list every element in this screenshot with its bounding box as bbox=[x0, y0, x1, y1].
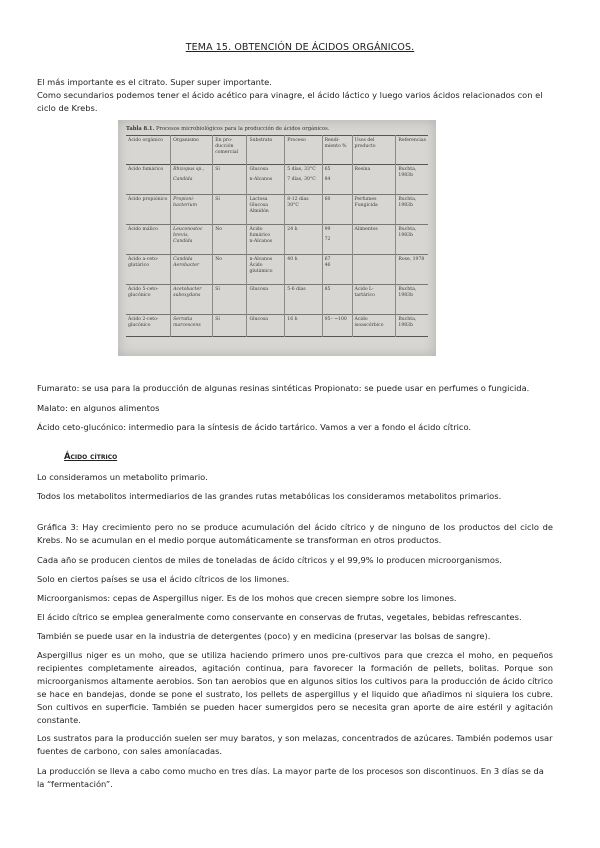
organic-acids-table bbox=[126, 135, 428, 337]
cell-substrate-1: Lactosa bbox=[249, 197, 268, 202]
table-caption bbox=[126, 126, 329, 132]
cell-substrate bbox=[247, 225, 285, 255]
section-heading: Ácido cítrico bbox=[64, 451, 118, 461]
cell-acid: Ácido fumárico bbox=[128, 167, 164, 172]
cell-uses: Ácido isoascórbico bbox=[352, 315, 396, 337]
header-substrate: Substrato bbox=[247, 136, 285, 165]
cell-organism bbox=[171, 285, 213, 315]
cell-reference: Buchta, 1983b bbox=[396, 195, 428, 225]
cell-commercial: Sí bbox=[213, 315, 247, 337]
paragraph: También se puede usar en la industria de detergentes (poco) y en medicina (preservar las bolsas de sangre). bbox=[37, 631, 491, 641]
cell-acid: Ácido 2-ceto- glucónico bbox=[128, 317, 159, 328]
cell-yield-1: 99 bbox=[324, 227, 331, 232]
paragraph: Aspergillus niger es un moho, que se utiliza haciendo primero unos pre-cultivos para que crezca el moho, en pequeños recipientes completamente aireados, agitación continua, para favorecer la formación de pellets, bolitas. Porque son microorganismos altamente aerobios. Son tan aerobios que en algunos sitios los cultivos para la producción de ácido cítrico se hace en bandejas, donde se pone el sustrato, los pellets de aspergillus y el liquido que añadimos ni siquiera los cubre. Son cultivos en superficie. También se pueden hacer sumergidos pero se necesita gran aporte de aire estéril y agitación constante. bbox=[37, 650, 553, 725]
table-header-row bbox=[126, 136, 428, 165]
cell-uses bbox=[352, 255, 396, 285]
cell-uses: Resina bbox=[352, 165, 396, 195]
cell-yield-1: 85 bbox=[324, 287, 331, 292]
cell-yield-1: 67 bbox=[324, 257, 331, 262]
cell-substrate-2: Glucosa Almidón bbox=[249, 203, 269, 214]
header-organism: Organismo bbox=[171, 136, 213, 165]
cell-substrate-1: Glucosa bbox=[249, 287, 268, 292]
cell-uses: Alimentos bbox=[352, 225, 396, 255]
cell-yield bbox=[322, 285, 352, 315]
cell-organism-2: bacterium bbox=[173, 203, 197, 208]
scanned-table-image bbox=[118, 120, 436, 356]
cell-commercial: No bbox=[213, 225, 247, 255]
note-malato: Malato: en algunos alimentos bbox=[37, 403, 160, 413]
cell-substrate-1: n-Alcanos bbox=[249, 257, 273, 262]
cell-organism bbox=[171, 315, 213, 337]
cell-commercial: No bbox=[213, 255, 247, 285]
table-caption-text: Procesos microbiológicos para la producción de ácidos orgánicos. bbox=[155, 126, 330, 132]
header-yield: Rendi- miento % bbox=[322, 136, 352, 165]
table-row bbox=[126, 165, 428, 195]
cell-organism bbox=[171, 225, 213, 255]
cell-yield-1: 60 bbox=[324, 197, 331, 202]
cell-acid: Ácido propiónico bbox=[128, 197, 168, 202]
cell-organism-2: Candida bbox=[173, 177, 193, 182]
cell-reference: Rose, 1978 bbox=[396, 255, 428, 285]
cell-organism-1: Leuconostoc brevis, bbox=[173, 227, 203, 238]
header-commercial: En pro- ducción comercial bbox=[213, 136, 247, 165]
cell-substrate bbox=[247, 255, 285, 285]
table-row bbox=[126, 195, 428, 225]
paragraph: Solo en ciertos países se usa el ácido cítricos de los limones. bbox=[37, 574, 290, 584]
cell-process bbox=[285, 315, 322, 337]
header-references: Referencias bbox=[396, 136, 428, 165]
paragraph: La producción se lleva a cabo como mucho en tres días. La mayor parte de los procesos son discontinuos. En 3 días se da la “fermentación”. bbox=[37, 766, 544, 789]
cell-yield bbox=[322, 315, 352, 337]
intro-paragraph-2: Como secundarios podemos tener el ácido acético para vinagre, el ácido láctico y luego varios ácidos relacionados con el ciclo de Krebs. bbox=[37, 90, 543, 113]
paragraph: Los sustratos para la producción suelen ser muy baratos, y son melazas, concentrados de azúcares. También podemos usar fuentes de carbono, con sales amoníacadas. bbox=[37, 733, 553, 756]
paragraph: Gráfica 3: Hay crecimiento pero no se produce acumulación del ácido cítrico y de ninguno de los productos del ciclo de Krebs. No se acumulan en el medio porque automáticamente se transforman en otros productos. bbox=[37, 522, 553, 545]
cell-substrate bbox=[247, 315, 285, 337]
cell-process-1: 5-6 días bbox=[287, 287, 306, 292]
paragraph: Lo consideramos un metabolito primario. bbox=[37, 472, 208, 482]
cell-substrate-2: n-Alcanos bbox=[249, 239, 273, 244]
cell-organism-1: Rhizopus sp., bbox=[173, 167, 205, 172]
cell-process-1: 8-12 días bbox=[287, 197, 309, 202]
cell-reference: Buchta, 1983b bbox=[396, 285, 428, 315]
header-process: Proceso bbox=[285, 136, 322, 165]
cell-yield bbox=[322, 255, 352, 285]
cell-substrate-1: Glucosa bbox=[249, 317, 268, 322]
cell-process-1: 16 h bbox=[287, 317, 298, 322]
cell-yield-2: 46 bbox=[324, 263, 331, 268]
header-uses: Usos del producto bbox=[352, 136, 396, 165]
cell-commercial: Sí bbox=[213, 195, 247, 225]
cell-acid: Ácido a-ceto- glutárico bbox=[128, 257, 159, 268]
cell-organism-2: marcescens bbox=[173, 323, 201, 328]
table-caption-label: Tabla 8.1. bbox=[126, 126, 155, 132]
note-fumarato: Fumarato: se usa para la producción de algunas resinas sintéticas Propionato: se puede usar en perfumes o fungicida. bbox=[37, 383, 530, 393]
cell-uses: Ácido L-tartárico bbox=[352, 285, 396, 315]
cell-process bbox=[285, 255, 322, 285]
cell-acid: Ácido málico bbox=[128, 227, 158, 232]
cell-substrate-1: Ácido fumárico bbox=[249, 227, 271, 238]
cell-process bbox=[285, 165, 322, 195]
cell-process-1: 40 h bbox=[287, 257, 298, 262]
cell-reference: Buchta, 1983b bbox=[396, 225, 428, 255]
paragraph: Todos los metabolitos intermediarios de las grandes rutas metabólicas los consideramos metabolitos primarios. bbox=[37, 491, 502, 501]
cell-organism-1: Propioni- bbox=[173, 197, 195, 202]
cell-yield bbox=[322, 195, 352, 225]
cell-yield bbox=[322, 225, 352, 255]
cell-organism-1: Candida bbox=[173, 257, 193, 262]
intro-paragraph-1: El más importante es el citrato. Super super importante. bbox=[37, 77, 272, 87]
table-row bbox=[126, 255, 428, 285]
cell-substrate-2: Ácido glutámico bbox=[249, 263, 273, 274]
cell-process bbox=[285, 225, 322, 255]
cell-reference: Buchta, 1983b bbox=[396, 315, 428, 337]
table-row bbox=[126, 225, 428, 255]
cell-substrate-2: n-Alcanos bbox=[249, 177, 273, 182]
cell-substrate-1: Glucosa bbox=[249, 167, 268, 172]
cell-organism-2: suboxydans bbox=[173, 293, 201, 298]
table-row bbox=[126, 285, 428, 315]
cell-yield-1: 65 bbox=[324, 167, 331, 172]
cell-organism bbox=[171, 255, 213, 285]
page-title: TEMA 15. OBTENCIÓN DE ÁCIDOS ORGÁNICOS. bbox=[185, 42, 415, 53]
cell-substrate bbox=[247, 165, 285, 195]
cell-process-1: 5 días, 33°C bbox=[287, 167, 316, 172]
paragraph: El ácido cítrico se emplea generalmente como conservante en conservas de frutas, vegetales, bebidas refrescantes. bbox=[37, 612, 522, 622]
cell-organism-2: Aerobacter bbox=[173, 263, 200, 268]
cell-process-2: 30°C bbox=[287, 203, 299, 208]
paragraph: Cada año se producen cientos de miles de toneladas de ácido cítricos y el 99,9% lo producen microorganismos. bbox=[37, 555, 502, 565]
paragraph: Microorganismos: cepas de Aspergillus niger. Es de los mohos que crecen siempre sobre los limones. bbox=[37, 593, 457, 603]
cell-organism bbox=[171, 195, 213, 225]
cell-yield-2: 72 bbox=[324, 237, 331, 242]
cell-substrate bbox=[247, 285, 285, 315]
cell-process bbox=[285, 195, 322, 225]
cell-acid: Ácido 5-ceto- glucónico bbox=[128, 287, 159, 298]
cell-commercial: Sí bbox=[213, 285, 247, 315]
cell-yield-2: 84 bbox=[324, 177, 331, 182]
note-ceto-gluconico: Ácido ceto-glucónico: intermedio para la síntesis de ácido tartárico. Vamos a ver a fondo el ácido cítrico. bbox=[37, 422, 472, 432]
cell-organism-1: Acetobacter bbox=[173, 287, 202, 292]
cell-process bbox=[285, 285, 322, 315]
cell-uses: Perfumes Fungicida bbox=[352, 195, 396, 225]
table-row bbox=[126, 315, 428, 337]
cell-organism-2: Candida bbox=[173, 239, 193, 244]
cell-organism bbox=[171, 165, 213, 195]
cell-reference: Buchta, 1983b bbox=[396, 165, 428, 195]
cell-yield-1: 95– ~100 bbox=[324, 317, 347, 322]
cell-process-2: 7 días, 30°C bbox=[287, 177, 316, 182]
cell-substrate bbox=[247, 195, 285, 225]
cell-commercial: Sí bbox=[213, 165, 247, 195]
header-acid: Ácido orgánico bbox=[128, 138, 163, 143]
cell-process-1: 24 h bbox=[287, 227, 298, 232]
cell-yield bbox=[322, 165, 352, 195]
cell-organism-1: Serratia bbox=[173, 317, 193, 322]
